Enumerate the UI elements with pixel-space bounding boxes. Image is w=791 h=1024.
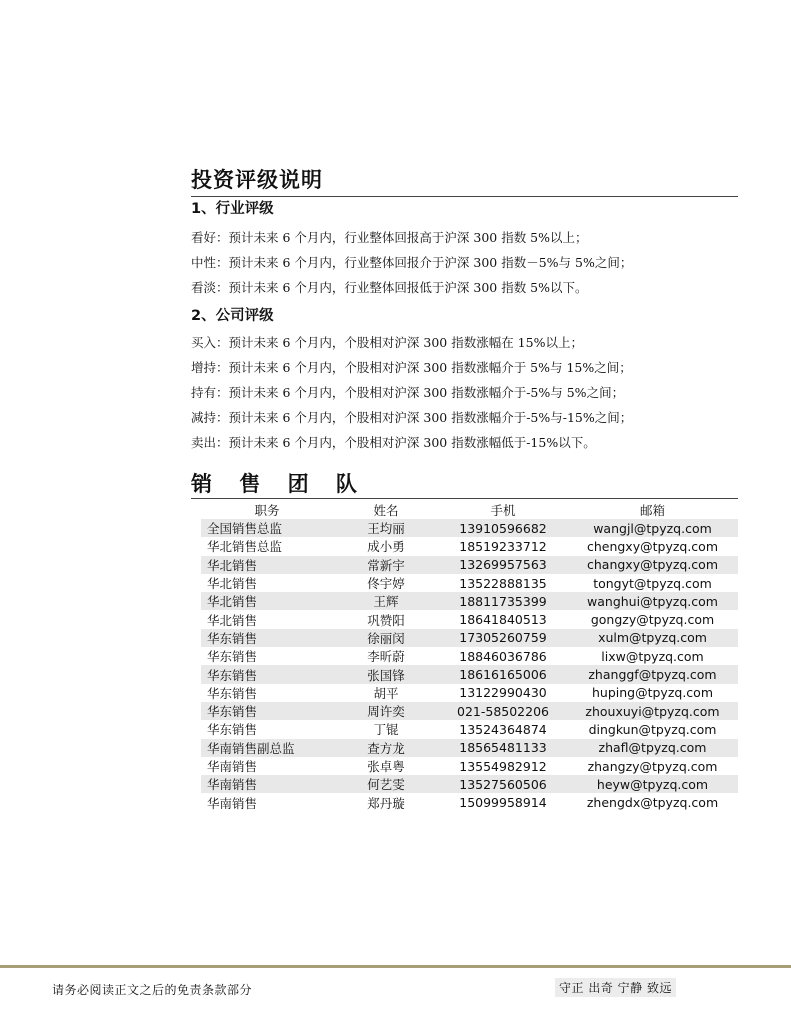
phone-cell: 18811735399 [439,592,567,610]
footer-motto: 守正 出奇 宁静 致远 [555,978,676,997]
phone-cell: 18616165006 [439,665,567,683]
email-cell: huping@tpyzq.com [591,685,713,701]
email-cell: chengxy@tpyzq.com [586,538,719,554]
name-cell: 徐丽闵 [333,629,439,647]
role-cell: 华北销售 [201,556,333,574]
email-cell: heyw@tpyzq.com [567,775,738,793]
role-cell: 华北销售总监 [207,539,283,555]
email-cell: tongyt@tpyzq.com [593,575,712,591]
role-cell: 华北销售 [207,576,258,592]
company-rating-line: 买入：预计未来 6 个月内，个股相对沪深 300 指数涨幅在 15%以上； [191,335,583,350]
title-divider [191,196,738,197]
industry-rating-line: 中性：预计未来 6 个月内，行业整体回报介于沪深 300 指数－5%与 5%之间； [191,255,633,270]
name-cell: 胡平 [373,685,399,701]
table-row [201,647,738,665]
phone-cell: 13269957563 [439,556,567,574]
email-cell: lixw@tpyzq.com [601,648,704,664]
sales-team-rows [201,519,738,812]
footer-divider [0,965,791,968]
name-cell: 佟宇婷 [367,576,405,592]
name-cell: 巩赞阳 [367,612,405,628]
footer-disclaimer: 请务必阅读正文之后的免责条款部分 [52,983,253,997]
email-cell: gongzy@tpyzq.com [590,612,715,628]
company-rating-line: 减持：预计未来 6 个月内，个股相对沪深 300 指数涨幅介于-5%与-15%之间； [191,410,633,425]
role-cell: 华南销售副总监 [201,739,333,757]
name-cell: 王均丽 [333,519,439,537]
phone-cell: 13122990430 [459,685,547,701]
table-row [201,519,738,537]
header-email: 邮箱 [639,502,665,518]
name-cell: 张国锋 [333,665,439,683]
industry-rating-line: 看好：预计未来 6 个月内，行业整体回报高于沪深 300 指数 5%以上； [191,230,588,245]
table-row [201,702,738,720]
phone-cell: 13522888135 [459,575,547,591]
table-row [201,610,738,628]
company-rating-line: 持有：预计未来 6 个月内，个股相对沪深 300 指数涨幅介于-5%与 5%之间； [191,385,625,400]
phone-cell: 18846036786 [459,648,547,664]
table-row [201,665,738,683]
rating-title: 投资评级说明 [191,168,323,192]
name-cell: 何艺雯 [333,775,439,793]
role-cell: 华南销售 [207,795,258,811]
table-row [201,574,738,592]
name-cell: 常新宇 [333,556,439,574]
phone-cell: 13524364874 [459,721,547,737]
table-row [201,556,738,574]
table-row [201,720,738,738]
table-row [201,537,738,555]
company-rating-line: 增持：预计未来 6 个月内，个股相对沪深 300 指数涨幅介于 5%与 15%之间； [191,360,632,375]
phone-cell: 18519233712 [459,538,547,554]
email-cell: zhanggf@tpyzq.com [567,665,738,683]
name-cell: 周许奕 [333,702,439,720]
header-name: 姓名 [373,502,399,518]
role-cell: 华东销售 [201,629,333,647]
name-cell: 王辉 [333,592,439,610]
table-row [201,775,738,793]
role-cell: 华南销售 [207,759,258,774]
phone-cell: 15099958914 [459,795,547,811]
header-role: 职务 [254,502,280,518]
role-cell: 华北销售 [207,612,258,628]
table-header-row [201,500,738,519]
phone-cell: 18641840513 [459,612,547,628]
phone-cell: 021-58502206 [439,702,567,720]
table-row [201,757,738,775]
email-cell: changxy@tpyzq.com [567,556,738,574]
email-cell: wanghui@tpyzq.com [567,592,738,610]
phone-cell: 13554982912 [459,758,547,774]
sales-team-table [201,500,738,812]
role-cell: 华东销售 [201,665,333,683]
email-cell: zhouxuyi@tpyzq.com [567,702,738,720]
role-cell: 华东销售 [207,722,258,738]
name-cell: 李昕蔚 [367,649,405,665]
role-cell: 华北销售 [201,592,333,610]
sales-team-title: 销 售 团 队 [191,472,367,496]
email-cell: zhengdx@tpyzq.com [586,795,719,811]
email-cell: zhangzy@tpyzq.com [587,758,718,774]
table-row [201,629,738,647]
email-cell: dingkun@tpyzq.com [588,721,717,737]
role-cell: 全国销售总监 [201,519,333,537]
industry-rating-heading: 1、行业评级 [191,201,274,217]
role-cell: 华东销售 [201,702,333,720]
email-cell: xulm@tpyzq.com [567,629,738,647]
phone-cell: 18565481133 [439,739,567,757]
role-cell: 华南销售 [201,775,333,793]
email-cell: zhafl@tpyzq.com [567,739,738,757]
phone-cell: 13910596682 [439,519,567,537]
table-row [201,739,738,757]
industry-rating-line: 看淡：预计未来 6 个月内，行业整体回报低于沪深 300 指数 5%以下。 [191,280,588,295]
header-phone: 手机 [490,502,516,518]
sales-divider [191,498,738,499]
table-row [201,592,738,610]
company-rating-heading: 2、公司评级 [191,308,274,324]
name-cell: 张卓粤 [367,759,405,774]
name-cell: 丁锟 [373,722,399,738]
email-cell: wangjl@tpyzq.com [567,519,738,537]
table-row [201,684,738,702]
role-cell: 华东销售 [207,649,258,665]
name-cell: 成小勇 [367,539,405,555]
name-cell: 郑丹璇 [367,795,405,811]
name-cell: 查方龙 [333,739,439,757]
table-row [201,793,738,811]
phone-cell: 13527560506 [439,775,567,793]
role-cell: 华东销售 [207,685,258,701]
company-rating-line: 卖出：预计未来 6 个月内，个股相对沪深 300 指数涨幅低于-15%以下。 [191,435,596,450]
phone-cell: 17305260759 [439,629,567,647]
